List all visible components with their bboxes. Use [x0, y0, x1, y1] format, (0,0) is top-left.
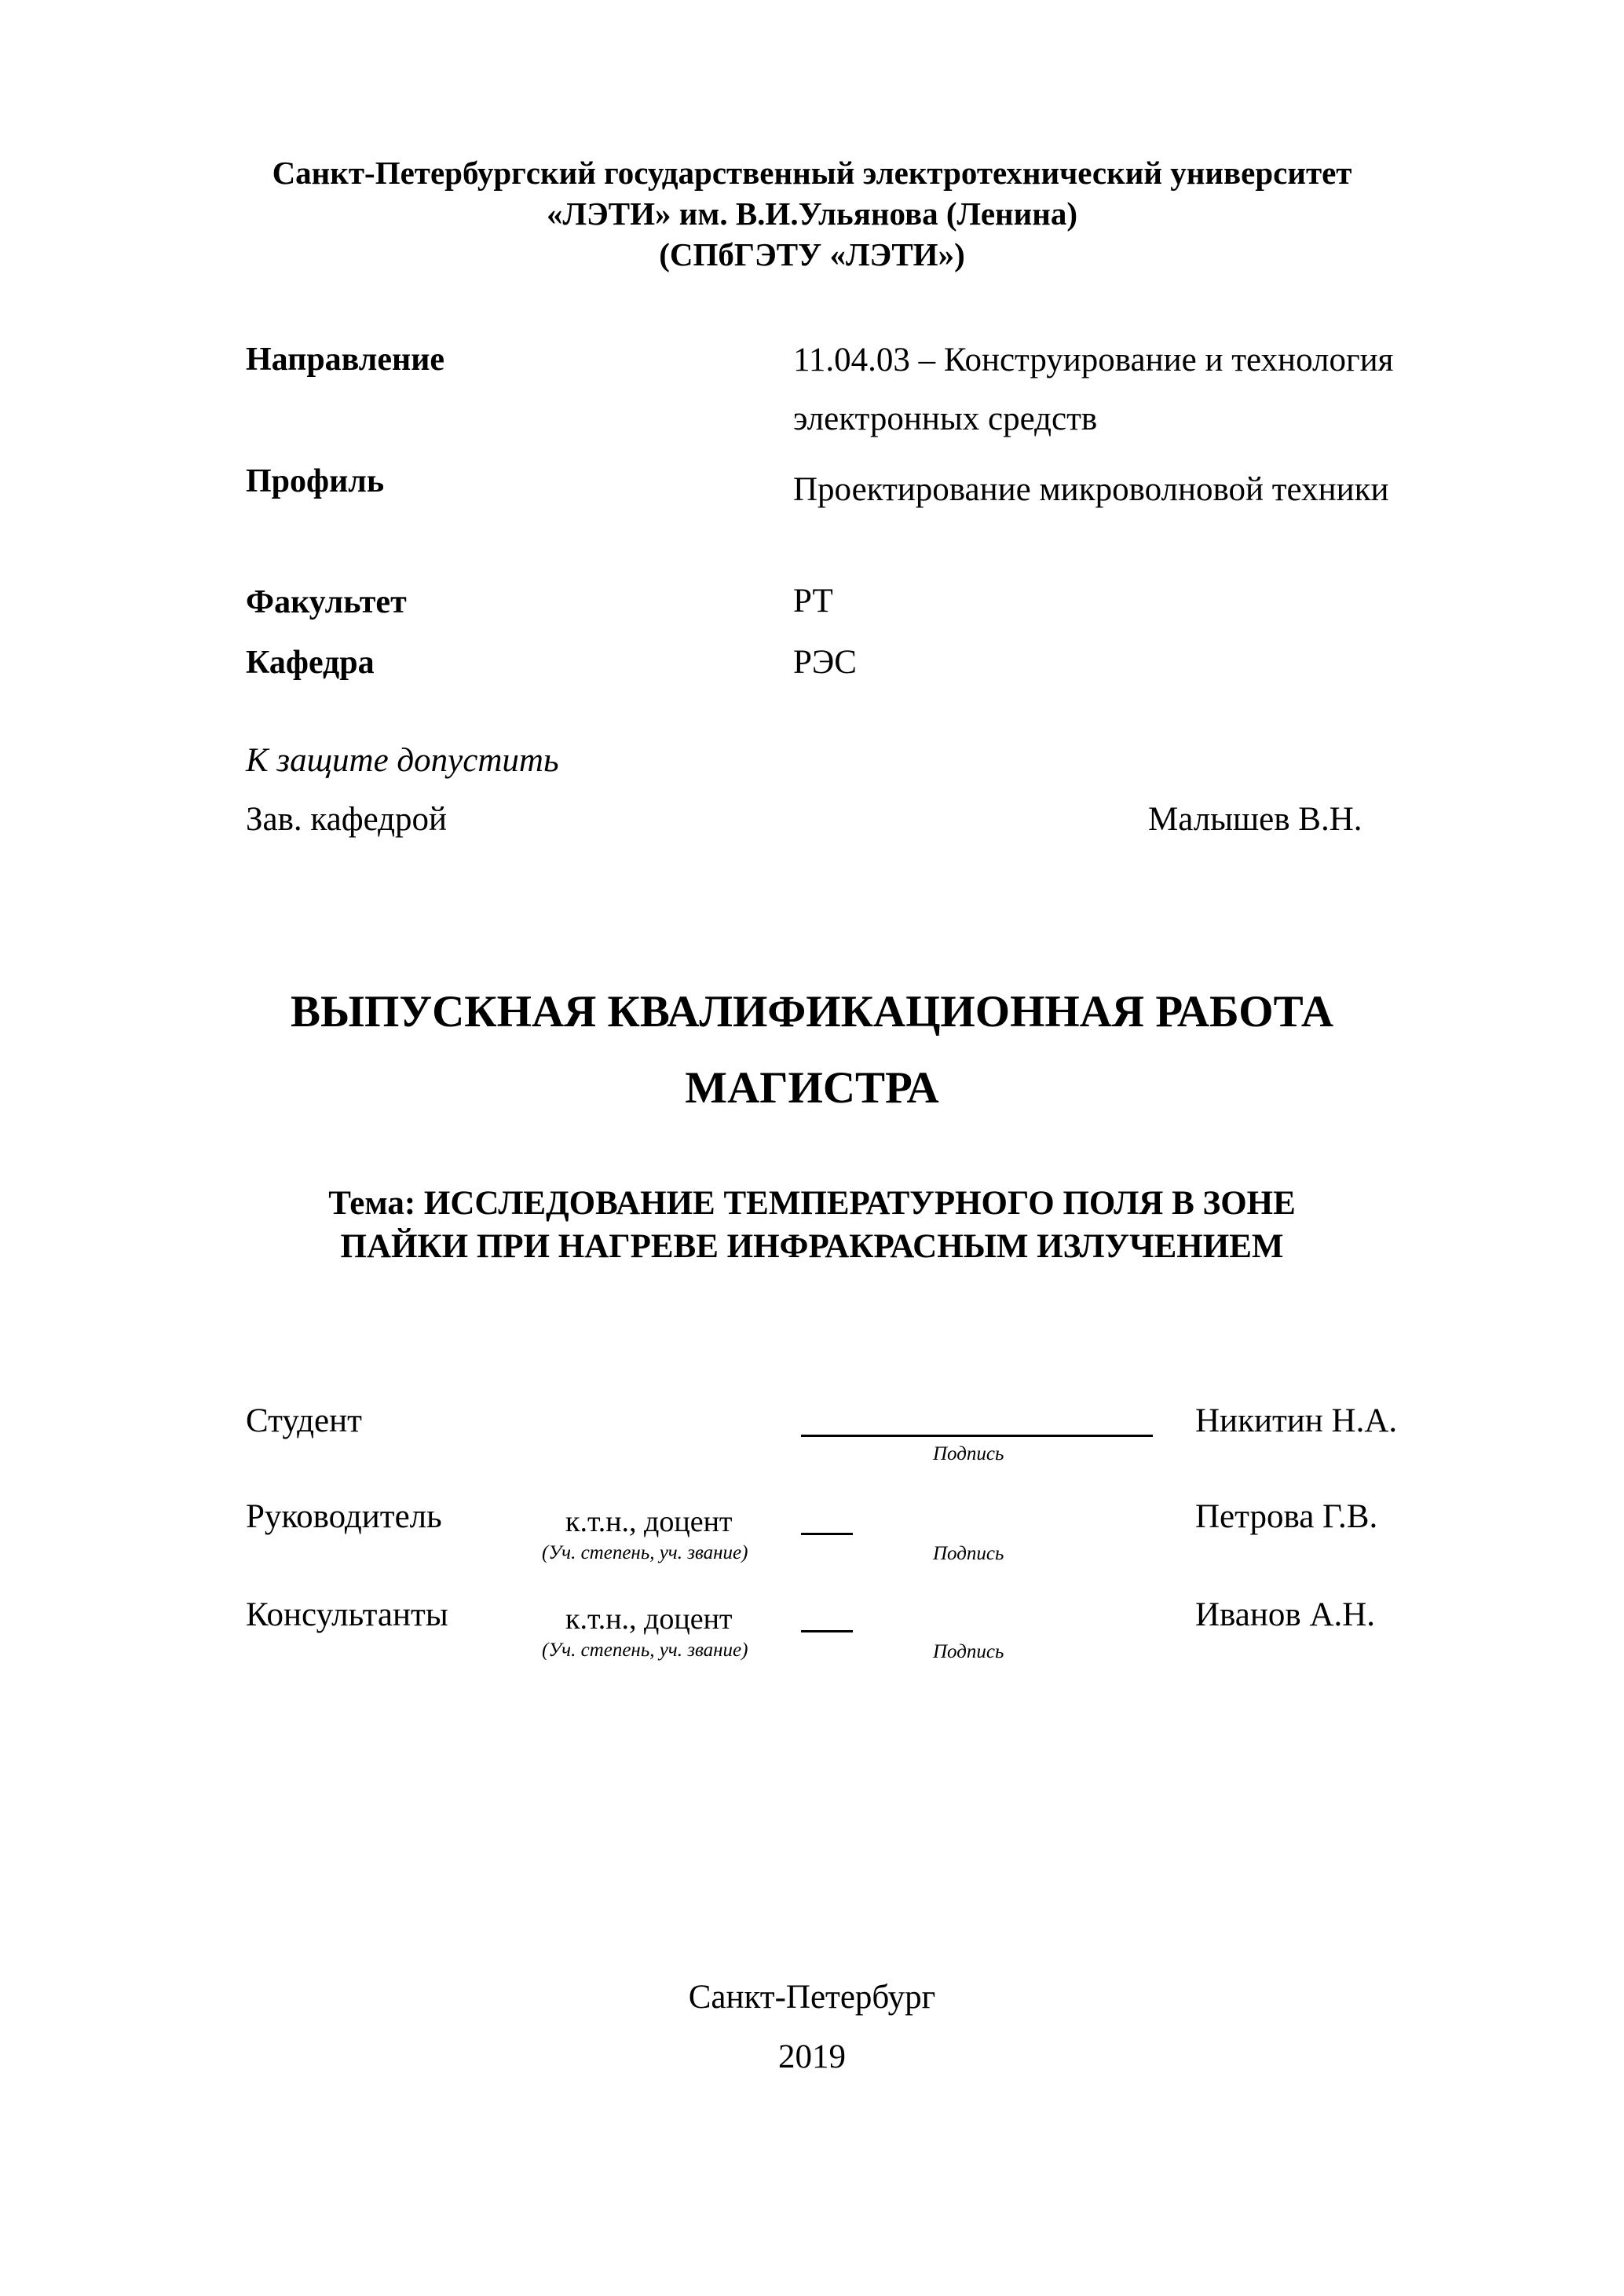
supervisor-degree-caption: (Уч. степень, уч. звание) — [542, 1542, 748, 1563]
consultant-degree: к.т.н., доцент — [565, 1603, 733, 1636]
student-name: Никитин Н.А. — [1195, 1402, 1398, 1439]
student-signature-caption: Подпись — [933, 1443, 1004, 1464]
consultant-signature-line — [801, 1630, 853, 1632]
profile-value: Проектирование микроволновой техники — [793, 471, 1389, 508]
supervisor-degree: к.т.н., доцент — [565, 1505, 733, 1538]
faculty-value: РТ — [793, 583, 833, 620]
student-label: Студент — [246, 1402, 362, 1439]
supervisor-signature-caption: Подпись — [933, 1543, 1004, 1564]
consultant-name: Иванов А.Н. — [1195, 1596, 1376, 1633]
profile-label: Профиль — [246, 463, 385, 499]
footer-city: Санкт-Петербург — [688, 1979, 936, 2016]
document-title-cont: МАГИСТРА — [685, 1063, 939, 1113]
approval-heading: К защите допустить — [246, 742, 559, 779]
department-label: Кафедра — [246, 645, 375, 681]
consultant-signature-caption: Подпись — [933, 1641, 1004, 1662]
document-title: ВЫПУСКНАЯ КВАЛИФИКАЦИОННАЯ РАБОТА — [290, 987, 1333, 1036]
supervisor-label: Руководитель — [246, 1498, 442, 1535]
university-name: Санкт-Петербургский государственный электротехнический университет — [272, 155, 1352, 191]
supervisor-signature-line — [801, 1533, 853, 1535]
direction-value: 11.04.03 – Конструирование и технология — [793, 342, 1394, 378]
consultant-degree-caption: (Уч. степень, уч. звание) — [542, 1640, 748, 1661]
topic-line-1: Тема: ИССЛЕДОВАНИЕ ТЕМПЕРАТУРНОГО ПОЛЯ В ЗОНЕ — [328, 1185, 1296, 1222]
direction-label: Направление — [246, 342, 445, 378]
university-short-name: (СПбГЭТУ «ЛЭТИ») — [659, 236, 965, 272]
footer-year: 2019 — [778, 2038, 846, 2075]
faculty-label: Факультет — [246, 584, 407, 620]
approval-name: Малышев В.Н. — [1148, 801, 1362, 838]
consultants-label: Консультанты — [246, 1596, 448, 1633]
supervisor-name: Петрова Г.В. — [1195, 1498, 1378, 1535]
student-signature-line — [801, 1435, 1153, 1437]
direction-value-cont: электронных средств — [793, 400, 1098, 437]
department-value: РЭС — [793, 644, 857, 681]
approval-role: Зав. кафедрой — [246, 801, 448, 838]
topic-line-2: ПАЙКИ ПРИ НАГРЕВЕ ИНФРАКРАСНЫМ ИЗЛУЧЕНИЕМ — [340, 1228, 1284, 1265]
university-abbr-line: «ЛЭТИ» им. В.И.Ульянова (Ленина) — [546, 196, 1078, 232]
